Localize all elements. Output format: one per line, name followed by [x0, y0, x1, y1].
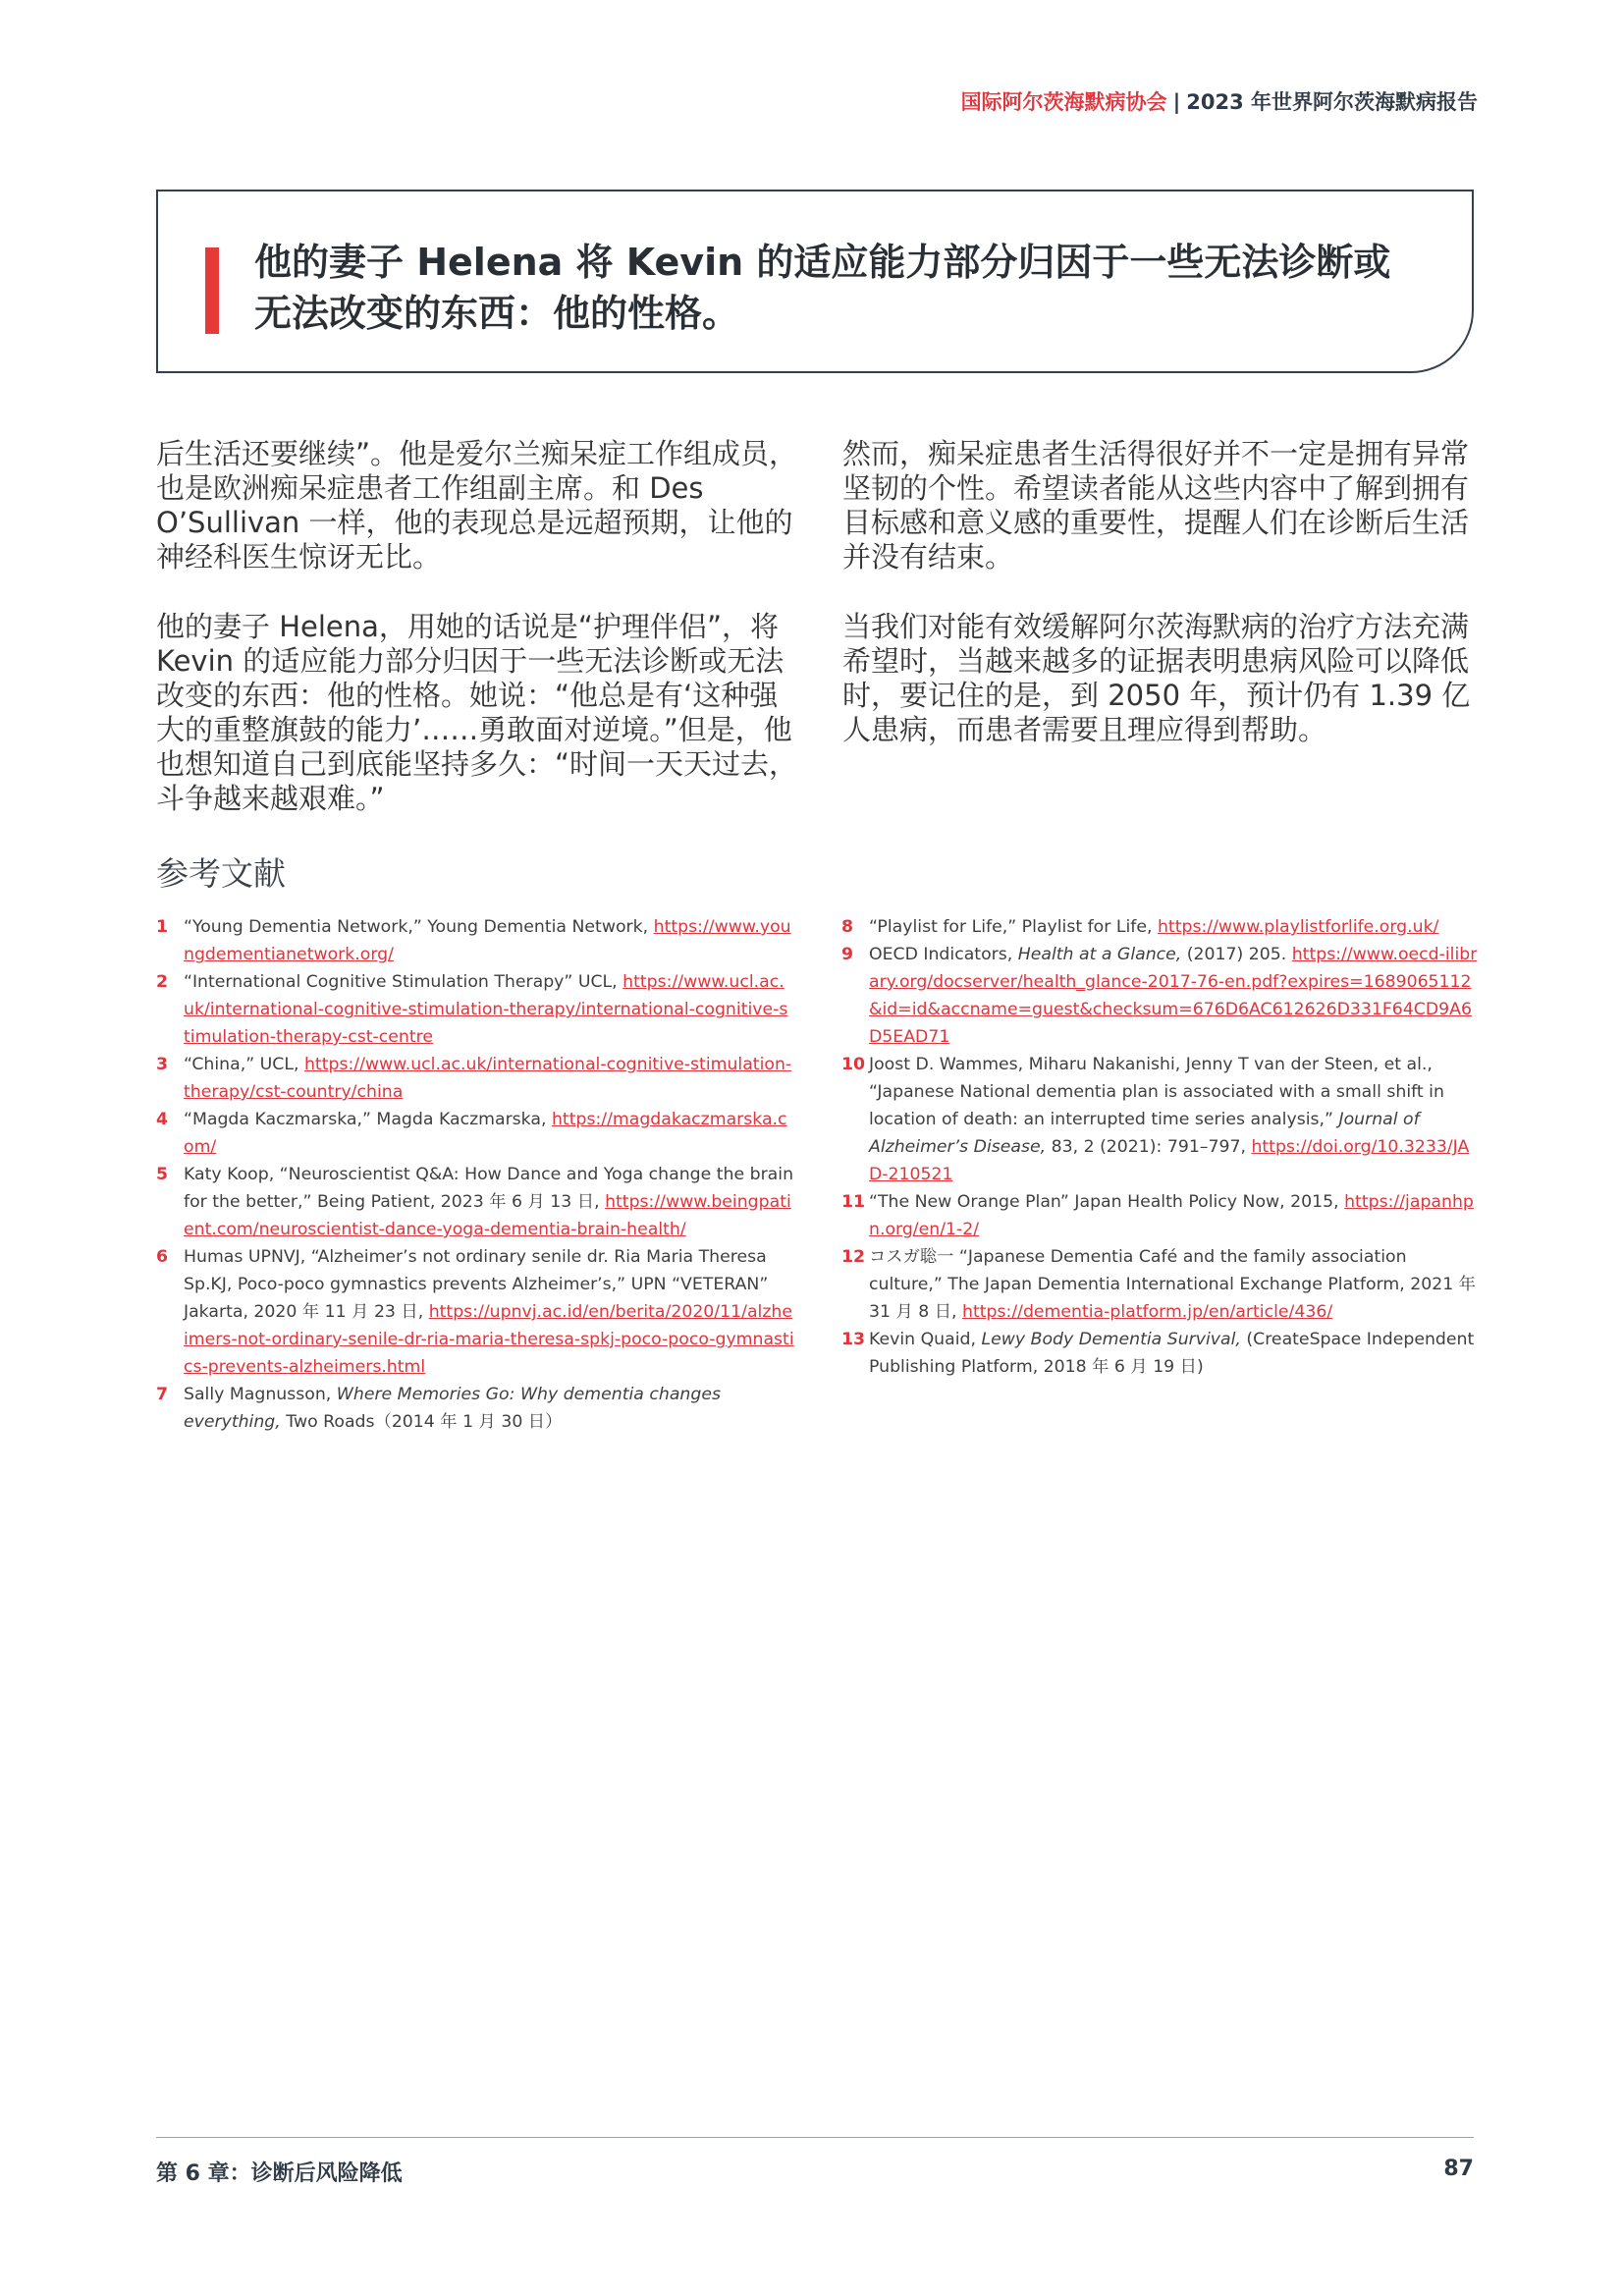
reference-text: “Playlist for Life,” Playlist for Life,: [869, 917, 1158, 937]
reference-link[interactable]: https://www.ucl.ac.uk/international-cognitive-stimulation-therapy/cst-country/china: [184, 1055, 792, 1102]
reference-link[interactable]: https://www.beingpatient.com/neuroscientist-dance-yoga-dementia-brain-health/: [184, 1192, 791, 1239]
reference-title: Health at a Glance,: [1017, 945, 1182, 964]
reference-number: 2: [156, 972, 169, 992]
reference-link[interactable]: https://upnvj.ac.id/en/berita/2020/11/alzheimers-not-ordinary-senile-dr-ria-maria-theresa-spkj-poco-poco-gymnastics-prevents-alzheimers.html: [184, 1302, 794, 1377]
reference-text: Katy Koop, “Neuroscientist Q&A: How Dance and Yoga change the brain for the better,” Being Patient, 2023 年 6 月 13 日,: [184, 1165, 794, 1212]
reference-number: 9: [841, 945, 854, 964]
reference-number: 5: [156, 1165, 169, 1184]
reference-text: “Young Dementia Network,” Young Dementia Network,: [184, 917, 654, 937]
body-paragraph: 当我们对能有效缓解阿尔茨海默病的治疗方法充满希望时，当越来越多的证据表明患病风险可以降低时，要记住的是，到 2050 年，预计仍有 1.39 亿人患病，而患者需要且理应得到帮助。: [842, 610, 1471, 746]
body-column-right: [842, 437, 1490, 783]
reference-link[interactable]: https://magdakaczmarska.com/: [184, 1110, 787, 1157]
footer-divider: [156, 2137, 1474, 2138]
reference-title: Journal of Alzheimer’s Disease,: [869, 1110, 1420, 1157]
reference-link[interactable]: https://dementia-platform.jp/en/article/436/: [962, 1302, 1333, 1322]
reference-item: [156, 968, 794, 1051]
reference-number: 3: [156, 1055, 169, 1074]
reference-number: 11: [841, 1192, 866, 1212]
reference-text: Humas UPNVJ, “Alzheimer’s not ordinary senile dr. Ria Maria Theresa Sp.KJ, Poco-poco gymnastics prevents Alzheimer’s,” UPN “VETERAN” Jakarta, 2020 年 11 月 23 日,: [184, 1247, 769, 1322]
footer-chapter: 第 6 章：诊断后风险降低: [156, 2161, 403, 2186]
reference-link[interactable]: https://www.youngdementianetwork.org/: [184, 917, 791, 964]
reference-item: [156, 1161, 794, 1243]
body-paragraph: 然而，痴呆症患者生活得很好并不一定是拥有异常坚韧的个性。希望读者能从这些内容中了解到拥有目标感和意义感的重要性，提醒人们在诊断后生活并没有结束。: [842, 437, 1470, 574]
reference-number: 7: [156, 1385, 169, 1404]
reference-text: (CreateSpace Independent Publishing Platform, 2018 年 6 月 19 日): [869, 1330, 1475, 1377]
reference-text: Two Roads（2014 年 1 月 30 日）: [280, 1412, 563, 1432]
reference-text: 83, 2 (2021): 791–797,: [1046, 1137, 1252, 1157]
body-column-left: [156, 437, 804, 851]
page-header: [961, 86, 1478, 116]
reference-link[interactable]: https://japanhpn.org/en/1-2/: [869, 1192, 1474, 1239]
reference-text: コスガ聡一 “Japanese Dementia Café and the family association culture,” The Japan Dementia International Exchange Platform, 2021 年 31 月 8 日,: [869, 1247, 1476, 1322]
reference-number: 1: [156, 917, 169, 937]
reference-number: 12: [841, 1247, 866, 1267]
body-paragraph: 他的妻子 Helena，用她的话说是“护理伴侣”，将 Kevin 的适应能力部分归因于一些无法诊断或无法改变的东西：他的性格。她说：“他总是有‘这种强大的重整旗鼓的能力’……勇敢面对逆境。”但是，他也想知道自己到底能坚持多久：“时间一天天过去，斗争越来越艰难。”: [156, 610, 798, 815]
reference-text: “International Cognitive Stimulation Therapy” UCL,: [184, 972, 623, 992]
reference-item: [841, 1051, 1480, 1188]
reference-item: [841, 941, 1480, 1051]
reference-item: [841, 1243, 1480, 1326]
reference-item: [841, 913, 1480, 941]
reference-item: [156, 1381, 794, 1436]
reference-link[interactable]: https://www.oecd-ilibrary.org/docserver/health_glance-2017-76-en.pdf?expires=1689065112&id=id&accname=guest&checksum=676D6AC612626D331F64CD9A6D5EAD71: [869, 945, 1478, 1047]
body-paragraph: 后生活还要继续”。他是爱尔兰痴呆症工作组成员，也是欧洲痴呆症患者工作组副主席。和 Des O’Sullivan 一样，他的表现总是远超预期，让他的神经科医生惊讶无比。: [156, 437, 798, 574]
references-list-right: [841, 913, 1480, 1381]
reference-text: Sally Magnusson,: [184, 1385, 337, 1404]
reference-number: 6: [156, 1247, 169, 1267]
reference-text: “China,” UCL,: [184, 1055, 304, 1074]
references-heading: 参考文献: [156, 854, 286, 893]
reference-item: [841, 1188, 1480, 1243]
references-list-left: [156, 913, 794, 1436]
reference-item: [156, 913, 794, 968]
reference-number: 8: [841, 917, 854, 937]
reference-title: Lewy Body Dementia Survival,: [981, 1330, 1241, 1349]
pull-quote-text: 他的妻子 Helena 将 Kevin 的适应能力部分归因于一些无法诊断或无法改变的东西：他的性格。: [254, 241, 1391, 335]
reference-link[interactable]: https://www.playlistforlife.org.uk/: [1157, 917, 1439, 937]
reference-item: [841, 1326, 1480, 1381]
pull-quote-accent-bar: [205, 247, 219, 334]
reference-text: Joost D. Wammes, Miharu Nakanishi, Jenny T van der Steen, et al., “Japanese National dementia plan is associated with a small shift in location of death: an interrupted time series analysis,”: [869, 1055, 1444, 1129]
reference-text: OECD Indicators,: [869, 945, 1018, 964]
reference-number: 10: [841, 1055, 866, 1074]
header-separator: |: [1172, 90, 1181, 114]
reference-item: [156, 1051, 794, 1106]
reference-text: Kevin Quaid,: [869, 1330, 982, 1349]
reference-text: “The New Orange Plan” Japan Health Policy Now, 2015,: [869, 1192, 1345, 1212]
reference-link[interactable]: https://www.ucl.ac.uk/international-cognitive-stimulation-therapy/international-cognitive-stimulation-therapy-cst-centre: [184, 972, 788, 1047]
reference-text: “Magda Kaczmarska,” Magda Kaczmarska,: [184, 1110, 552, 1129]
pull-quote-box: [156, 190, 1474, 373]
header-report-title: 2023 年世界阿尔茨海默病报告: [1186, 90, 1478, 114]
reference-link[interactable]: https://doi.org/10.3233/JAD-210521: [869, 1137, 1470, 1184]
reference-item: [156, 1243, 794, 1381]
page-number: 87: [1443, 2157, 1474, 2181]
reference-number: 13: [841, 1330, 866, 1349]
header-org: 国际阿尔茨海默病协会: [960, 90, 1167, 114]
reference-number: 4: [156, 1110, 169, 1129]
reference-item: [156, 1106, 794, 1161]
reference-text: (2017) 205.: [1181, 945, 1292, 964]
reference-title: Where Memories Go: Why dementia changes everything,: [184, 1385, 721, 1432]
